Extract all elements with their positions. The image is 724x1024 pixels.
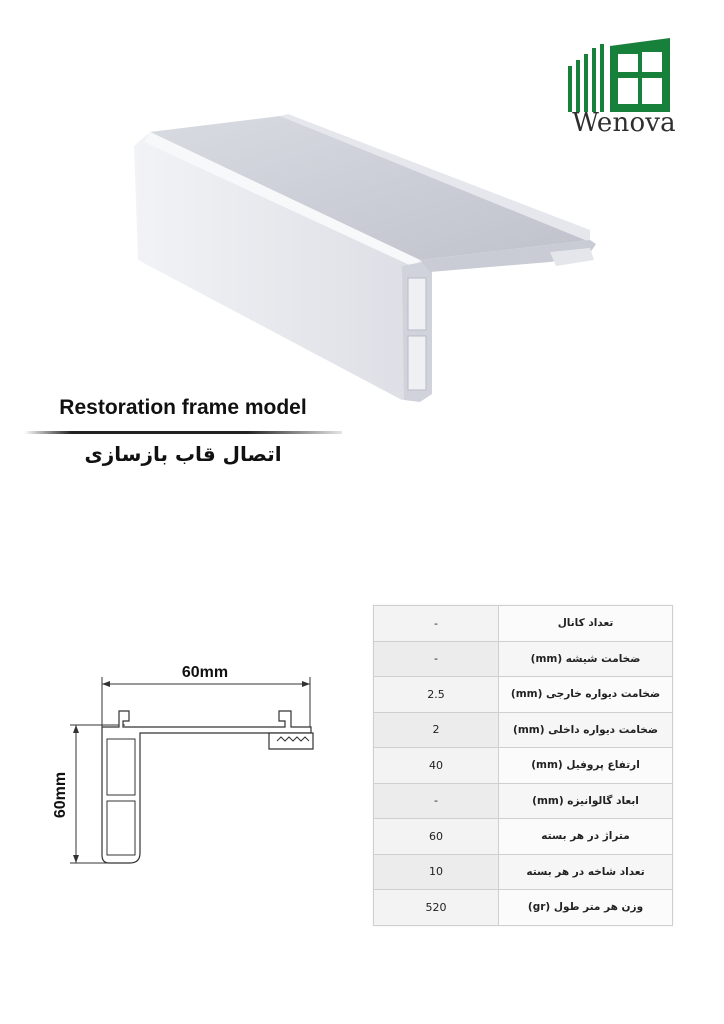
- title-persian: اتصال قاب بازسازی: [84, 442, 282, 466]
- spec-value: -: [374, 783, 499, 819]
- spec-value: 2: [374, 712, 499, 748]
- spec-label: تعداد شاخه در هر بسته: [499, 854, 673, 890]
- spec-label: متراژ در هر بسته: [499, 819, 673, 855]
- spec-value: 2.5: [374, 677, 499, 713]
- title-english: Restoration frame model: [59, 396, 307, 419]
- spec-row: [374, 641, 673, 677]
- spec-row: [374, 606, 673, 642]
- spec-row: [374, 783, 673, 819]
- spec-row: [374, 677, 673, 713]
- spec-value: 10: [374, 854, 499, 890]
- spec-label: ضخامت دیواره داخلی (mm): [499, 712, 673, 748]
- profile-product-image: [120, 110, 600, 410]
- spec-label: ابعاد گالوانیزه (mm): [499, 783, 673, 819]
- spec-value: -: [374, 606, 499, 642]
- spec-row: [374, 712, 673, 748]
- profile-section-drawing: [45, 655, 335, 875]
- spec-row: [374, 819, 673, 855]
- spec-row: [374, 748, 673, 784]
- title-divider: [24, 431, 342, 434]
- spec-row: [374, 890, 673, 926]
- spec-value: 60: [374, 819, 499, 855]
- spec-label: ضخامت شیشه (mm): [499, 641, 673, 677]
- spec-value: 40: [374, 748, 499, 784]
- spec-label: ارتفاع پروفیل (mm): [499, 748, 673, 784]
- brand-name: Wenova: [572, 108, 676, 138]
- spec-label: ضخامت دیواره خارجی (mm): [499, 677, 673, 713]
- spec-value: 520: [374, 890, 499, 926]
- width-dimension-label: 60mm: [181, 664, 229, 681]
- spec-value: -: [374, 641, 499, 677]
- spec-row: [374, 854, 673, 890]
- spec-label: تعداد کانال: [499, 606, 673, 642]
- height-dimension-label: 60mm: [52, 771, 69, 819]
- specs-table: [373, 605, 673, 926]
- spec-label: وزن هر متر طول (gr): [499, 890, 673, 926]
